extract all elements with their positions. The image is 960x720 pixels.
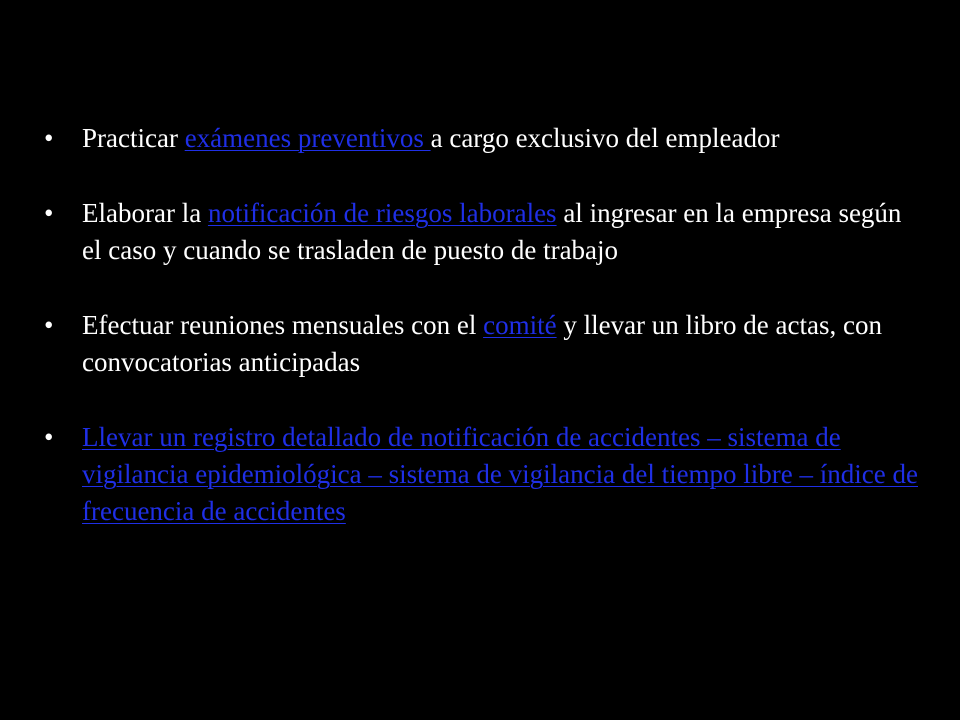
link-comite[interactable]: comité [483,310,557,340]
bullet-item-reuniones [0,307,960,381]
link-notificacion-riesgos[interactable]: notificación de riesgos laborales [207,198,557,228]
bullet-item-examenes [0,120,960,157]
bullet-text: al ingresar en la empresa según el caso y cuando se trasladen de puesto de trabajo [82,198,902,265]
bullet-text: y llevar un libro de actas, con convocatorias anticipadas [82,310,882,377]
bullet-text: Elaborar la [82,198,208,228]
bullet-icon: • [44,310,54,340]
bullet-item-registro [0,419,960,530]
bullet-icon: • [44,198,54,228]
bullet-icon: • [44,422,54,452]
bullet-item-notificacion [0,195,960,269]
bullet-text: Efectuar reuniones mensuales con el [82,310,484,340]
bullet-text: Practicar [82,123,185,153]
link-examenes-preventivos[interactable]: exámenes preventivos [184,123,431,153]
link-registro-accidentes[interactable]: Llevar un registro detallado de notificación de accidentes – sistema de vigilancia epidemiológica – sistema de vigilancia del tiempo libre – índice de frecuencia de accidentes [82,422,918,526]
bullet-text: a cargo exclusivo del empleador [430,123,780,153]
bullet-list [0,120,960,568]
bullet-icon: • [44,123,54,153]
